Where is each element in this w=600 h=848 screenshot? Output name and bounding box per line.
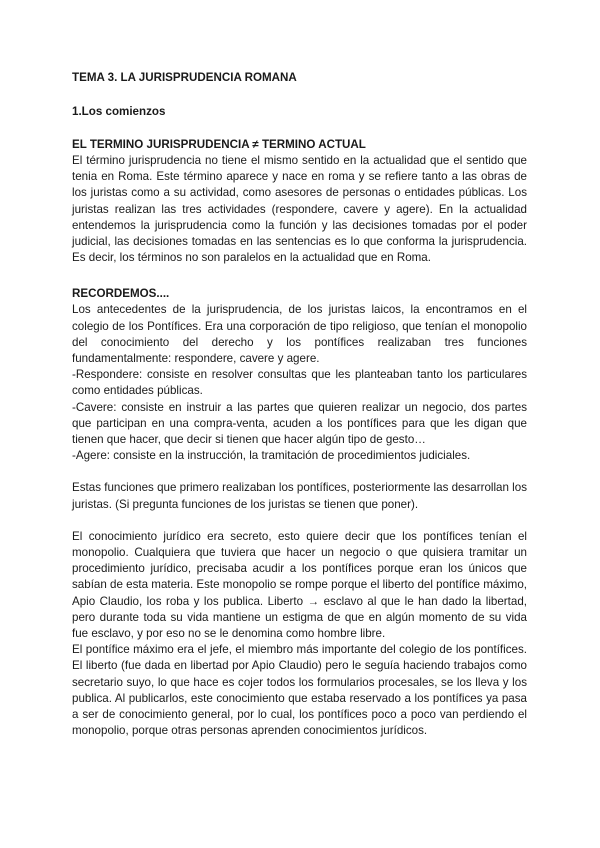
paragraph-agere: -Agere: consiste en la instrucción, la tramitación de procedimientos judiciales. (72, 449, 471, 463)
paragraph-funciones: Estas funciones que primero realizaban los pontífices, posteriormente las desarrollan los juristas. (Si pregunta funciones de los juristas se tienen que poner). (72, 481, 527, 511)
section-subtitle: 1.Los comienzos (72, 105, 166, 118)
paragraph-pontifice-maximo: El pontífice máximo era el jefe, el miembro más importante del colegio de los pontífices. El liberto (fue dada en libertad por Apio Claudio) pero le seguía haciendo trabajos como secretario suyo, lo que hace es cojer todos los formularios procesales, se los lleva y los publica. Al publicarlos, este conocimiento que estaba reservado a los pontífices ya pasa a ser de conocimiento general, por lo cual, los pontífices poco a poco van perdiendo el monopolio, porque otras personas aprenden conocimientos jurídicos. (72, 643, 527, 738)
paragraph-respondere: -Respondere: consiste en resolver consultas que les planteaban tanto los particulares como entidades públicas. (72, 368, 527, 398)
paragraph-conocimiento-secreto: El conocimiento jurídico era secreto, esto quiere decir que los pontífices tenían el monopolio. Cualquiera que tuviera que hacer un negocio o que quisiera tramitar un procedimiento jurídico, precisaba acudir a los pontífices porque eran los únicos que sabían de esta materia. Este monopolio se rompe porque el liberto del pontífice máximo, Apio Claudio, los roba y los publica. Liberto → esclavo al que le han dado la libertad, pero durante toda su vida mantiene un estigma de que en algún momento de su vida fue esclavo, y por eso no se le denomina como hombre libre. (72, 529, 527, 641)
paragraph-cavere: -Cavere: consiste en instruir a las partes que quieren realizar un negocio, dos partes que participan en una compra-venta, acuden a los pontífices para que les digan que tienen que hacer, que decir si tienen que hacer algún tipo de gesto… (72, 400, 527, 447)
document-page (72, 70, 527, 740)
section-heading-termino: EL TERMINO JURISPRUDENCIA ≠ TERMINO ACTUAL (72, 138, 366, 151)
paragraph-antecedentes: Los antecedentes de la jurisprudencia, de los juristas laicos, la encontramos en el colegio de los Pontífices. Era una corporación de tipo religioso, que tenían el monopolio del conocimiento del derecho y los pontífices realizaban tres funciones fundamentalmente: respondere, cavere y agere. (72, 303, 527, 366)
paragraph-termino: El término jurisprudencia no tiene el mismo sentido en la actualidad que el sentido que tenia en Roma. Este término aparece y nace en roma y se refiere tanto a las obras de los juristas como a su actividad, como asesores de personas o entidades públicas. Los juristas realizan las tres actividades (respondere, cavere y agere). En la actualidad entendemos la jurisprudencia como la función y las decisiones tomadas por el poder judicial, las decisiones tomadas en las sentencias es lo que conforma la jurisprudencia. Es decir, los términos no son paralelos en la actualidad que en Roma. (72, 154, 527, 265)
section-heading-recordemos: RECORDEMOS.... (72, 287, 170, 301)
document-title: TEMA 3. LA JURISPRUDENCIA ROMANA (72, 71, 297, 84)
